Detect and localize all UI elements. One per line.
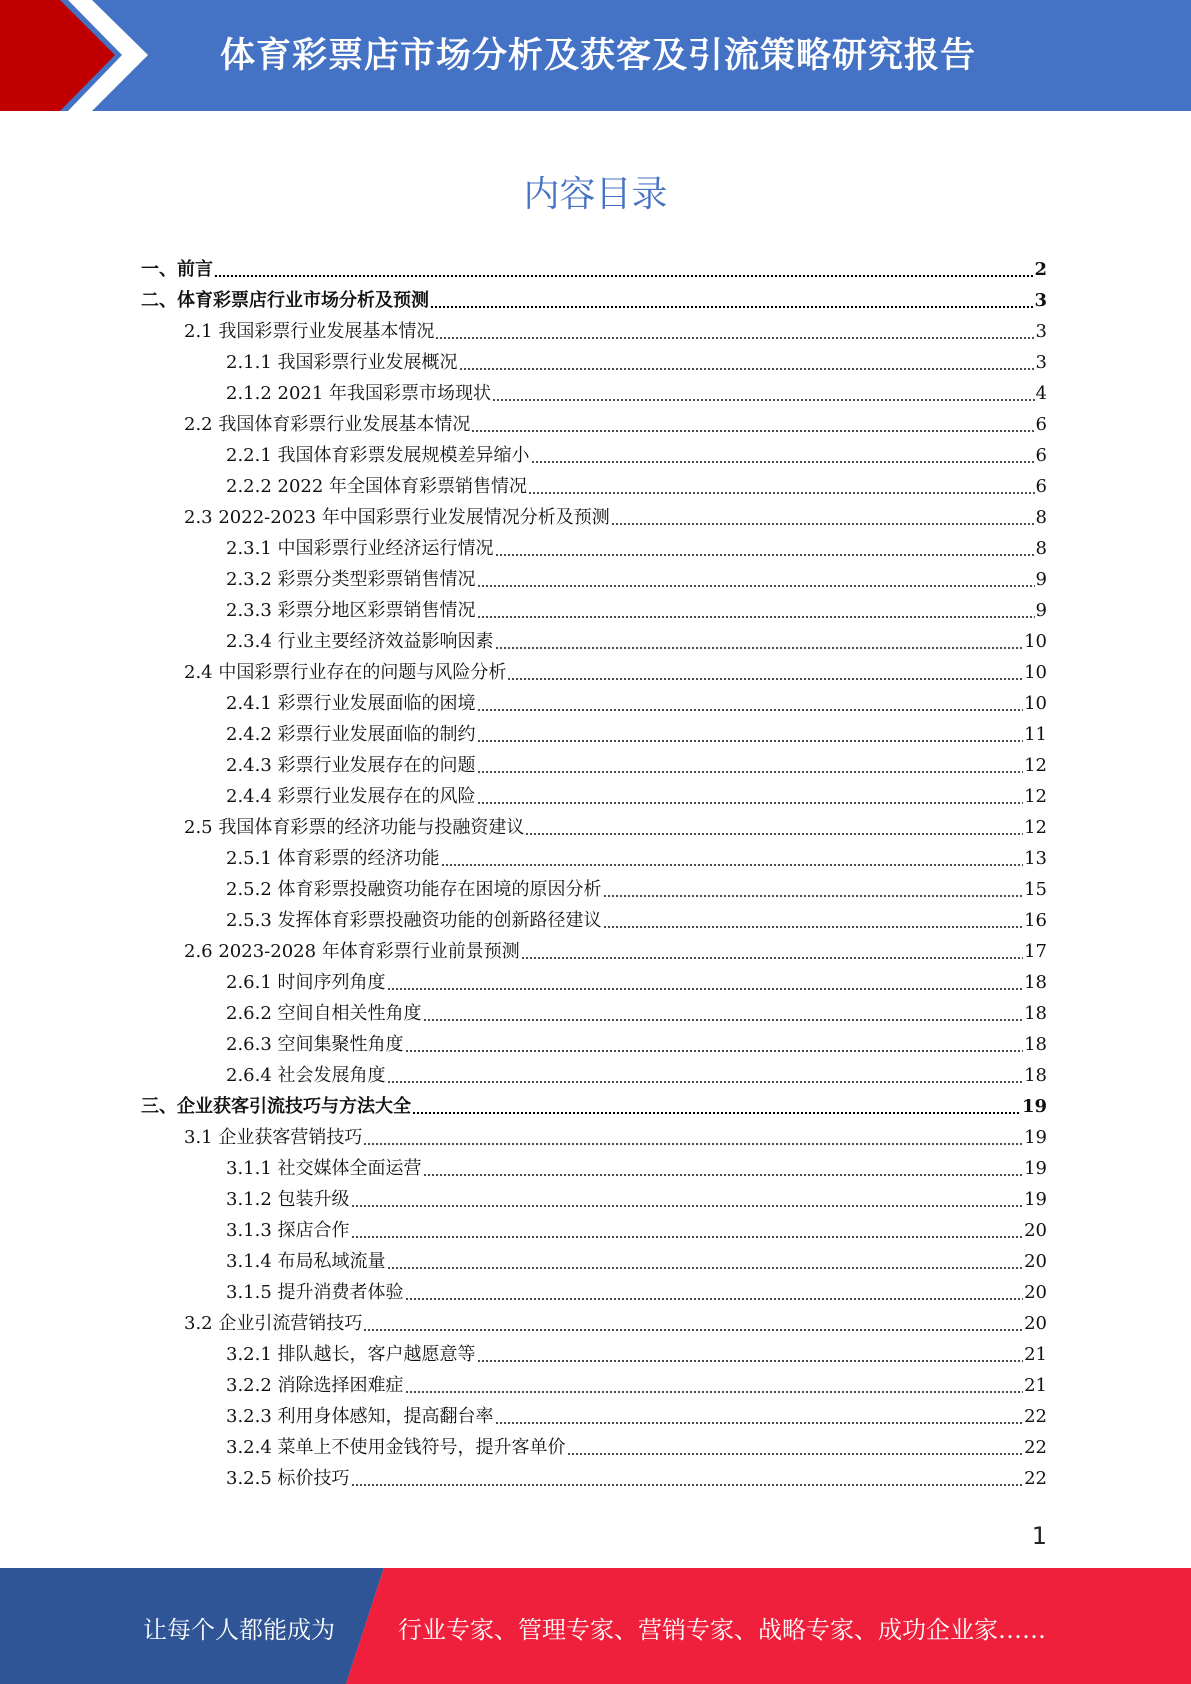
- toc-entry-title: 2.6.2 空间自相关性角度: [226, 1003, 422, 1024]
- toc-dot-leader: [441, 864, 1024, 866]
- toc-entry-page: 3: [1034, 290, 1047, 311]
- toc-entry[interactable]: [141, 936, 1047, 967]
- document-title: 体育彩票店市场分析及获客及引流策略研究报告: [220, 36, 977, 76]
- toc-dot-leader: [412, 1112, 1021, 1114]
- toc-entry-page: 19: [1021, 1096, 1047, 1117]
- toc-entry-title: 3.1.3 探店合作: [226, 1220, 350, 1241]
- toc-entry-page: 8: [1035, 507, 1047, 528]
- toc-entry-page: 3: [1035, 352, 1047, 373]
- toc-entry-page: 3: [1035, 321, 1047, 342]
- toc-entry-title: 2.4.4 彩票行业发展存在的风险: [226, 786, 476, 807]
- toc-entry-title: 一、前言: [141, 259, 213, 280]
- toc-entry-title: 2.4.1 彩票行业发展面临的困境: [226, 693, 476, 714]
- toc-dot-leader: [611, 523, 1035, 525]
- toc-dot-leader: [351, 1484, 1024, 1486]
- toc-dot-leader: [525, 833, 1023, 835]
- toc-entry-title: 3.2.2 消除选择困难症: [226, 1375, 404, 1396]
- toc-entry-page: 9: [1035, 600, 1047, 621]
- toc-entry-title: 3.1.1 社交媒体全面运营: [226, 1158, 422, 1179]
- toc-entry[interactable]: [141, 1184, 1047, 1215]
- toc-entry[interactable]: [141, 688, 1047, 719]
- toc-dot-leader: [507, 678, 1023, 680]
- footer-banner: [0, 1568, 1191, 1684]
- toc-entry-page: 13: [1024, 848, 1047, 869]
- toc-entry-page: 6: [1035, 414, 1047, 435]
- toc-entry[interactable]: [141, 471, 1047, 502]
- toc-entry-page: 8: [1035, 538, 1047, 559]
- toc-entry-page: 11: [1024, 724, 1047, 745]
- toc-dot-leader: [423, 1019, 1024, 1021]
- toc-entry[interactable]: [141, 750, 1047, 781]
- toc-entry-title: 2.5 我国体育彩票的经济功能与投融资建议: [184, 817, 525, 838]
- toc-entry-page: 18: [1024, 1003, 1047, 1024]
- toc-entry[interactable]: [141, 1060, 1047, 1091]
- toc-dot-leader: [405, 1391, 1024, 1393]
- toc-entry-page: 12: [1024, 817, 1047, 838]
- toc-entry-title: 2.4 中国彩票行业存在的问题与风险分析: [184, 662, 507, 683]
- toc-dot-leader: [387, 988, 1024, 990]
- toc-entry-page: 12: [1024, 755, 1047, 776]
- toc-entry[interactable]: [141, 812, 1047, 843]
- toc-dot-leader: [603, 895, 1024, 897]
- toc-entry-title: 3.2.5 标价技巧: [226, 1468, 350, 1489]
- footer-slogan-right: 行业专家、管理专家、营销专家、战略专家、成功企业家……: [398, 1616, 1046, 1644]
- toc-dot-leader: [531, 461, 1035, 463]
- toc-dot-leader: [567, 1453, 1024, 1455]
- toc-dot-leader: [471, 430, 1034, 432]
- toc-entry[interactable]: [141, 874, 1047, 905]
- toc-entry[interactable]: [141, 502, 1047, 533]
- toc-entry-page: 22: [1024, 1437, 1047, 1458]
- toc-entry-title: 3.2 企业引流营销技巧: [184, 1313, 363, 1334]
- toc-dot-leader: [351, 1236, 1024, 1238]
- toc-dot-leader: [528, 492, 1034, 494]
- toc-entry[interactable]: [141, 1432, 1047, 1463]
- toc-entry-page: 19: [1024, 1158, 1047, 1179]
- toc-entry-page: 12: [1024, 786, 1047, 807]
- toc-dot-leader: [214, 275, 1033, 277]
- toc-entry[interactable]: [141, 409, 1047, 440]
- toc-dot-leader: [521, 957, 1023, 959]
- toc-dot-leader: [405, 1050, 1024, 1052]
- toc-entry-page: 19: [1024, 1127, 1047, 1148]
- toc-entry-page: 20: [1024, 1313, 1047, 1334]
- toc-dot-leader: [477, 802, 1024, 804]
- toc-entry-page: 10: [1024, 693, 1047, 714]
- toc-entry[interactable]: [141, 285, 1047, 316]
- toc-entry-title: 2.1 我国彩票行业发展基本情况: [184, 321, 435, 342]
- toc-dot-leader: [495, 554, 1035, 556]
- toc-entry[interactable]: [141, 719, 1047, 750]
- toc-dot-leader: [495, 647, 1024, 649]
- toc-dot-leader: [387, 1081, 1024, 1083]
- page-number: 1: [1031, 1522, 1047, 1550]
- toc-dot-leader: [477, 585, 1035, 587]
- toc-entry[interactable]: [141, 905, 1047, 936]
- toc-entry[interactable]: [141, 1370, 1047, 1401]
- toc-entry[interactable]: [141, 1308, 1047, 1339]
- toc-dot-leader: [477, 1360, 1024, 1362]
- footer-slogan-left: 让每个人都能成为: [143, 1616, 335, 1644]
- toc-entry-title: 3.2.3 利用身体感知，提高翻台率: [226, 1406, 494, 1427]
- toc-entry-title: 2.3.1 中国彩票行业经济运行情况: [226, 538, 494, 559]
- toc-entry[interactable]: [141, 967, 1047, 998]
- toc-entry-page: 4: [1035, 383, 1047, 404]
- toc-entry-title: 2.6.4 社会发展角度: [226, 1065, 386, 1086]
- toc-entry[interactable]: [141, 1401, 1047, 1432]
- toc-dot-leader: [495, 1422, 1024, 1424]
- toc-entry-title: 2.3.3 彩票分地区彩票销售情况: [226, 600, 476, 621]
- toc-entry-title: 2.2 我国体育彩票行业发展基本情况: [184, 414, 471, 435]
- toc-dot-leader: [492, 399, 1034, 401]
- toc-entry-title: 3.2.1 排队越长，客户越愿意等: [226, 1344, 476, 1365]
- toc-entry-page: 20: [1024, 1282, 1047, 1303]
- toc-dot-leader: [351, 1205, 1024, 1207]
- toc-dot-leader: [477, 771, 1024, 773]
- toc-entry[interactable]: [141, 1091, 1047, 1122]
- toc-entry-title: 2.3.2 彩票分类型彩票销售情况: [226, 569, 476, 590]
- toc-entry-page: 18: [1024, 1065, 1047, 1086]
- toc-entry-title: 2.6.1 时间序列角度: [226, 972, 386, 993]
- toc-entry-page: 9: [1035, 569, 1047, 590]
- toc-entry-title: 2.5.3 发挥体育彩票投融资功能的创新路径建议: [226, 910, 602, 931]
- toc-entry[interactable]: [141, 1122, 1047, 1153]
- toc-entry-page: 16: [1024, 910, 1047, 931]
- toc-entry-page: 18: [1024, 1034, 1047, 1055]
- toc-entry[interactable]: [141, 564, 1047, 595]
- toc-entry[interactable]: [141, 533, 1047, 564]
- toc-entry-title: 3.1.4 布局私域流量: [226, 1251, 386, 1272]
- toc-dot-leader: [435, 337, 1034, 339]
- toc-entry[interactable]: [141, 254, 1047, 285]
- header-banner: [0, 0, 1191, 111]
- toc-entry-title: 2.5.1 体育彩票的经济功能: [226, 848, 440, 869]
- toc-entry[interactable]: [141, 440, 1047, 471]
- toc-entry[interactable]: [141, 1246, 1047, 1277]
- toc-dot-leader: [387, 1267, 1024, 1269]
- toc-entry-page: 22: [1024, 1468, 1047, 1489]
- toc-entry[interactable]: [141, 1215, 1047, 1246]
- toc-dot-leader: [477, 709, 1024, 711]
- toc-entry-title: 3.1 企业获客营销技巧: [184, 1127, 363, 1148]
- toc-entry[interactable]: [141, 1339, 1047, 1370]
- toc-entry[interactable]: [141, 1277, 1047, 1308]
- toc-entry-title: 二、体育彩票店行业市场分析及预测: [141, 290, 429, 311]
- toc-entry-page: 22: [1024, 1406, 1047, 1427]
- toc-entry-page: 20: [1024, 1220, 1047, 1241]
- toc-entry-page: 21: [1024, 1375, 1047, 1396]
- toc-entry[interactable]: [141, 843, 1047, 874]
- toc-entry-title: 2.2.2 2022 年全国体育彩票销售情况: [226, 476, 528, 497]
- toc-dot-leader: [477, 740, 1024, 742]
- toc-entry-title: 2.1.1 我国彩票行业发展概况: [226, 352, 458, 373]
- toc-entry-title: 3.1.5 提升消费者体验: [226, 1282, 404, 1303]
- toc-entry-title: 2.3 2022-2023 年中国彩票行业发展情况分析及预测: [184, 507, 610, 528]
- toc-entry[interactable]: [141, 595, 1047, 626]
- toc-entry-title: 2.5.2 体育彩票投融资功能存在困境的原因分析: [226, 879, 602, 900]
- toc-entry[interactable]: [141, 1153, 1047, 1184]
- toc-entry[interactable]: [141, 781, 1047, 812]
- toc-dot-leader: [423, 1174, 1024, 1176]
- toc-entry-page: 15: [1024, 879, 1047, 900]
- toc-entry-title: 2.4.3 彩票行业发展存在的问题: [226, 755, 476, 776]
- toc-entry-title: 2.6.3 空间集聚性角度: [226, 1034, 404, 1055]
- toc-entry-title: 3.2.4 菜单上不使用金钱符号，提升客单价: [226, 1437, 566, 1458]
- toc-entry[interactable]: [141, 998, 1047, 1029]
- toc-entry-title: 2.6 2023-2028 年体育彩票行业前景预测: [184, 941, 520, 962]
- toc-entry-page: 21: [1024, 1344, 1047, 1365]
- toc-entry-page: 17: [1024, 941, 1047, 962]
- toc-dot-leader: [363, 1329, 1023, 1331]
- toc-entry-page: 20: [1024, 1251, 1047, 1272]
- toc-entry-title: 2.1.2 2021 年我国彩票市场现状: [226, 383, 492, 404]
- toc-entry[interactable]: [141, 378, 1047, 409]
- toc-entry[interactable]: [141, 1463, 1047, 1494]
- toc-entry-page: 19: [1024, 1189, 1047, 1210]
- toc-dot-leader: [405, 1298, 1024, 1300]
- toc-entry-title: 3.1.2 包装升级: [226, 1189, 350, 1210]
- toc-entry-page: 10: [1024, 631, 1047, 652]
- toc-dot-leader: [430, 306, 1033, 308]
- toc-entry-title: 三、企业获客引流技巧与方法大全: [141, 1096, 411, 1117]
- toc-entry-page: 6: [1035, 445, 1047, 466]
- toc-dot-leader: [477, 616, 1035, 618]
- toc-entry-page: 18: [1024, 972, 1047, 993]
- toc-entry-page: 2: [1034, 259, 1047, 280]
- toc-dot-leader: [363, 1143, 1023, 1145]
- toc-entry-page: 6: [1035, 476, 1047, 497]
- toc-heading: 内容目录: [523, 174, 668, 215]
- toc-entry[interactable]: [141, 347, 1047, 378]
- toc-dot-leader: [459, 368, 1035, 370]
- toc-entry-title: 2.3.4 行业主要经济效益影响因素: [226, 631, 494, 652]
- toc-entry-title: 2.4.2 彩票行业发展面临的制约: [226, 724, 476, 745]
- toc-entry-title: 2.2.1 我国体育彩票发展规模差异缩小: [226, 445, 530, 466]
- toc-entry-page: 10: [1024, 662, 1047, 683]
- toc-dot-leader: [603, 926, 1024, 928]
- toc-entry[interactable]: [141, 657, 1047, 688]
- toc-entry[interactable]: [141, 626, 1047, 657]
- toc-entry[interactable]: [141, 316, 1047, 347]
- toc-entry[interactable]: [141, 1029, 1047, 1060]
